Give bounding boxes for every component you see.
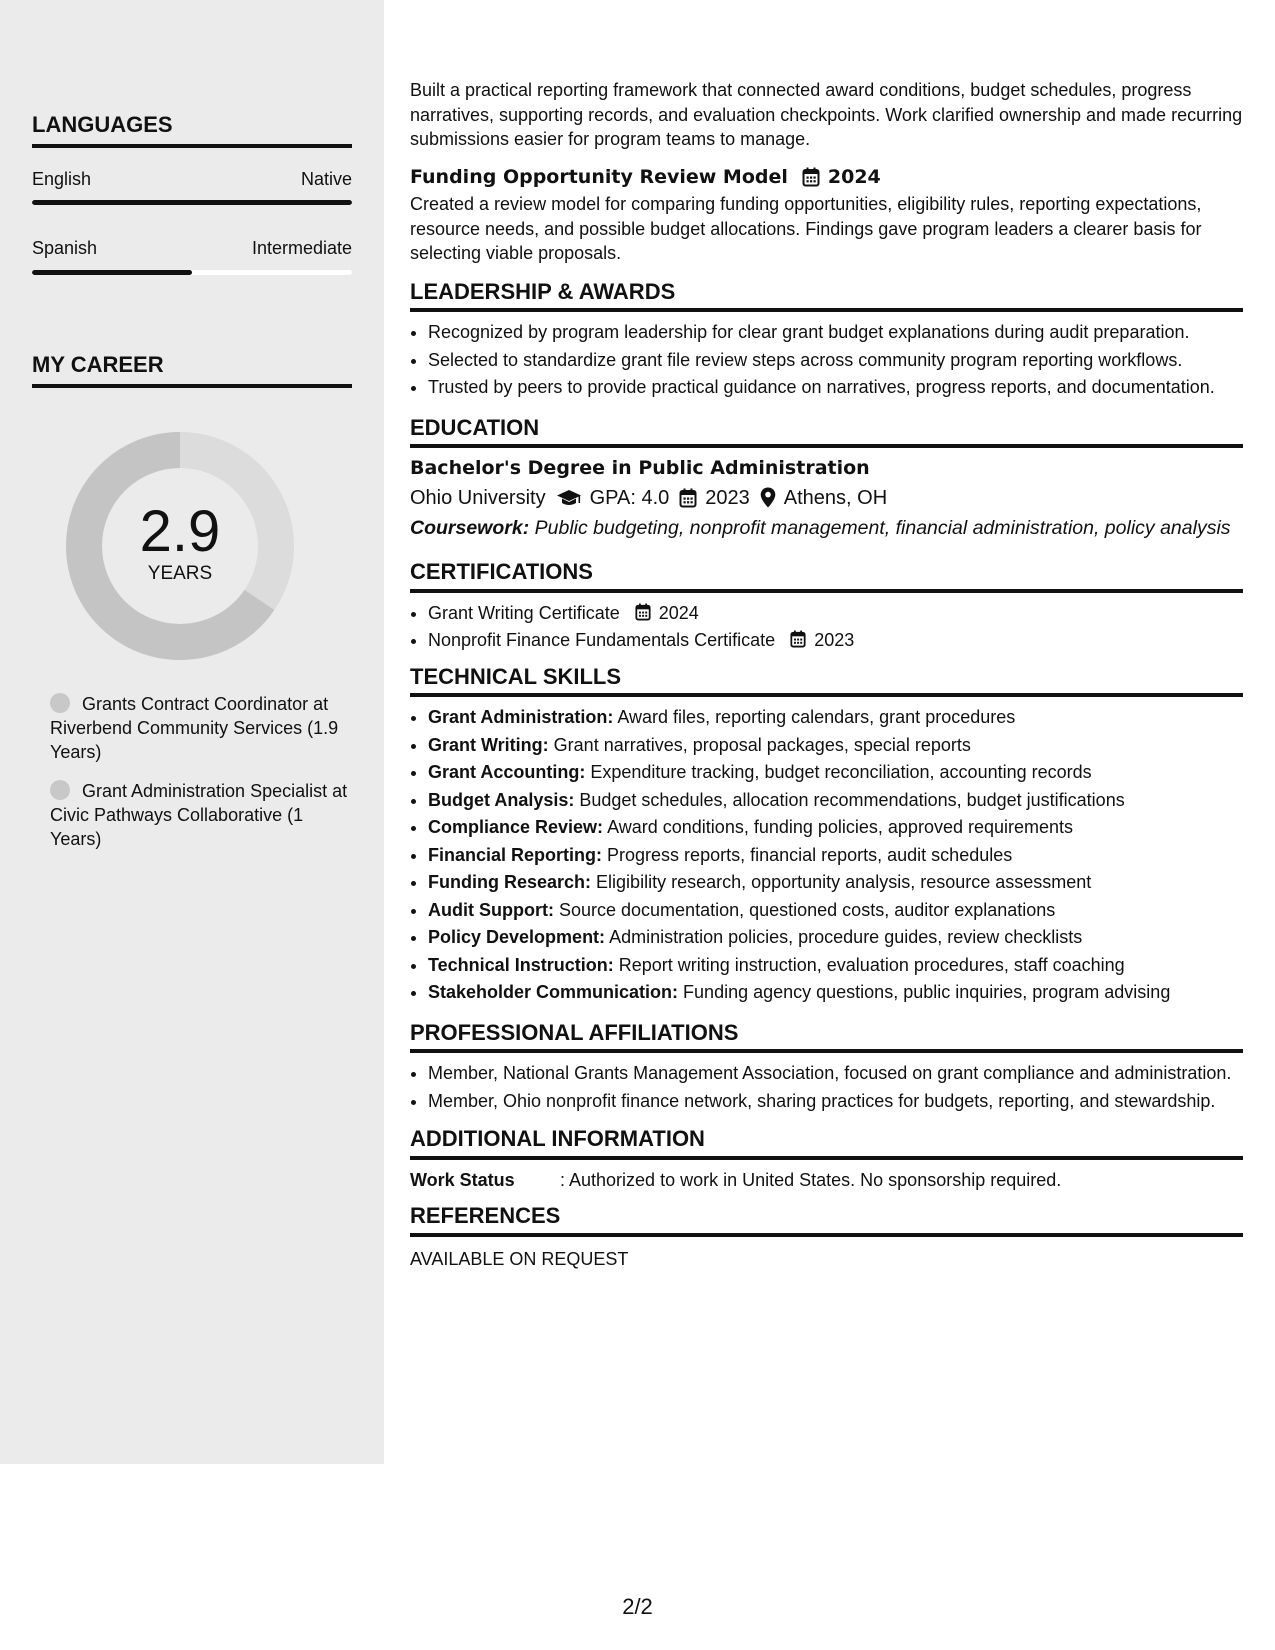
skill-text: Progress reports, financial reports, audit schedules [607, 844, 1013, 865]
career-item [50, 779, 350, 851]
coursework-label: Coursework: [410, 517, 530, 539]
project-intro: Built a practical reporting framework that connected award conditions, budget schedules, progress narratives, supporting records, and evaluation checkpoints. Work clarified ownership and made recurring submissions easier for program teams to manage. [410, 80, 1243, 149]
skill-label: Stakeholder Communication: [428, 982, 679, 1002]
education-coursework [410, 516, 1243, 540]
skill-text: Budget schedules, allocation recommendations, budget justifications [579, 789, 1125, 810]
work-status-label: Work Status [410, 1169, 515, 1190]
career-item [50, 692, 350, 764]
calendar-icon [790, 630, 806, 648]
skill-label: Grant Writing: [428, 734, 549, 755]
certifications-list [410, 601, 1243, 653]
calendar-icon [802, 167, 820, 187]
affiliations-list [410, 1061, 1243, 1113]
skill-label: Technical Instruction: [428, 954, 614, 975]
language-fill [32, 200, 352, 205]
list-item: • Recognized by program leadership for clear grant budget explanations during audit preparation. [428, 320, 1243, 345]
language-name: English [32, 169, 92, 189]
calendar-icon [635, 603, 651, 621]
skill-label: Compliance Review: [428, 817, 604, 837]
education-meta [410, 486, 1243, 511]
education-gpa: GPA: 4.0 [589, 486, 670, 509]
leadership-list [410, 320, 1243, 400]
skill-item [428, 870, 1243, 895]
project-title: Funding Opportunity Review Model [410, 165, 788, 188]
skill-label: Grant Accounting: [428, 762, 586, 782]
additional-title: ADDITIONAL INFORMATION [410, 1127, 1243, 1160]
skill-text: Grant narratives, proposal packages, special reports [553, 734, 971, 755]
skill-label: Financial Reporting: [428, 844, 603, 865]
language-bar-spanish [32, 270, 352, 275]
skill-text: Award files, reporting calendars, grant procedures [617, 707, 1016, 727]
skill-item [428, 760, 1243, 785]
project-heading [410, 165, 1243, 190]
skill-item [428, 815, 1243, 840]
graduation-cap-icon [556, 489, 582, 507]
skill-text: Funding agency questions, public inquiries, program advising [683, 982, 1171, 1002]
skill-label: Audit Support: [428, 899, 554, 920]
skill-text: Eligibility research, opportunity analysis, resource assessment [596, 872, 1092, 892]
location-pin-icon [760, 487, 776, 508]
skill-label: Grant Administration: [428, 707, 614, 727]
project-description: Created a review model for comparing funding opportunities, eligibility rules, reporting expectations, resource needs, and possible budget allocations. Findings gave program leaders a clearer basis for selecting viable proposals. [410, 194, 1202, 263]
skill-label: Budget Analysis: [428, 789, 575, 810]
legend-dot-icon [50, 780, 70, 800]
skill-item [428, 733, 1243, 758]
skill-item [428, 925, 1243, 950]
certifications-title: CERTIFICATIONS [410, 560, 1243, 593]
affiliations-title: PROFESSIONAL AFFILIATIONS [410, 1021, 1243, 1054]
references-title: REFERENCES [410, 1204, 1243, 1237]
skill-text: Award conditions, funding policies, approved requirements [607, 817, 1074, 837]
skill-item [428, 788, 1243, 813]
certification-year: 2023 [814, 630, 855, 650]
certification-item [428, 628, 1243, 653]
references-text: AVAILABLE ON REQUEST [410, 1248, 629, 1269]
leadership-title: LEADERSHIP & AWARDS [410, 280, 1243, 313]
education-year: 2023 [705, 486, 750, 509]
language-row-english [32, 169, 352, 190]
skills-list [410, 705, 1243, 1005]
skill-item [428, 843, 1243, 868]
language-level: Native [300, 169, 352, 189]
list-item: • Member, Ohio nonprofit finance network, sharing practices for budgets, reporting, and stewardship. [428, 1089, 1243, 1114]
skill-item [428, 705, 1243, 730]
skill-label: Policy Development: [428, 927, 606, 947]
certification-item [428, 601, 1243, 626]
work-status-value: : Authorized to work in United States. No sponsorship required. [560, 1169, 1062, 1190]
career-total-number: 2.9 [139, 499, 221, 564]
skill-item [428, 953, 1243, 978]
skill-text: Report writing instruction, evaluation procedures, staff coaching [618, 954, 1125, 975]
project-year: 2024 [827, 165, 881, 188]
calendar-icon [679, 488, 697, 508]
certification-year: 2024 [658, 602, 699, 623]
skill-text: Source documentation, questioned costs, auditor explanations [558, 899, 1056, 920]
career-title: MY CAREER [32, 352, 352, 388]
list-item: • Trusted by peers to provide practical guidance on narratives, progress reports, and documentation. [428, 375, 1243, 400]
skills-title: TECHNICAL SKILLS [410, 665, 1243, 698]
education-location: Athens, OH [783, 486, 888, 509]
language-fill [32, 270, 192, 275]
page-number: 2/2 [622, 1594, 653, 1619]
career-total [66, 432, 294, 660]
language-name: Spanish [32, 238, 98, 258]
main-content [410, 78, 1243, 1271]
skill-text: Expenditure tracking, budget reconciliation, accounting records [590, 762, 1092, 782]
certification-name: Grant Writing Certificate [428, 602, 620, 623]
career-total-unit: YEARS [147, 563, 213, 584]
skill-item [428, 898, 1243, 923]
work-status-row [410, 1168, 1243, 1193]
skill-label: Funding Research: [428, 872, 592, 892]
legend-dot-icon [50, 693, 70, 713]
education-degree: Bachelor's Degree in Public Administration [410, 457, 870, 479]
sidebar [0, 0, 384, 1464]
language-bar-english [32, 200, 352, 205]
coursework-text: Public budgeting, nonprofit management, financial administration, policy analysis [534, 517, 1231, 539]
career-item-text: Grant Administration Specialist at Civic Pathways Collaborative (1 Years) [50, 781, 348, 849]
career-item-text: Grants Contract Coordinator at Riverbend Community Services (1.9 Years) [50, 694, 339, 762]
language-row-spanish [32, 238, 352, 259]
list-item: • Selected to standardize grant file review steps across community program reporting workflows. [428, 348, 1243, 373]
skill-text: Administration policies, procedure guides, review checklists [609, 927, 1083, 947]
education-school: Ohio University [410, 486, 546, 509]
languages-title: LANGUAGES [32, 112, 352, 148]
certification-name: Nonprofit Finance Fundamentals Certificate [428, 630, 776, 650]
list-item: • Member, National Grants Management Association, focused on grant compliance and administration. [428, 1061, 1243, 1086]
education-title: EDUCATION [410, 416, 1243, 449]
skill-item [428, 980, 1243, 1005]
language-level: Intermediate [251, 238, 352, 258]
